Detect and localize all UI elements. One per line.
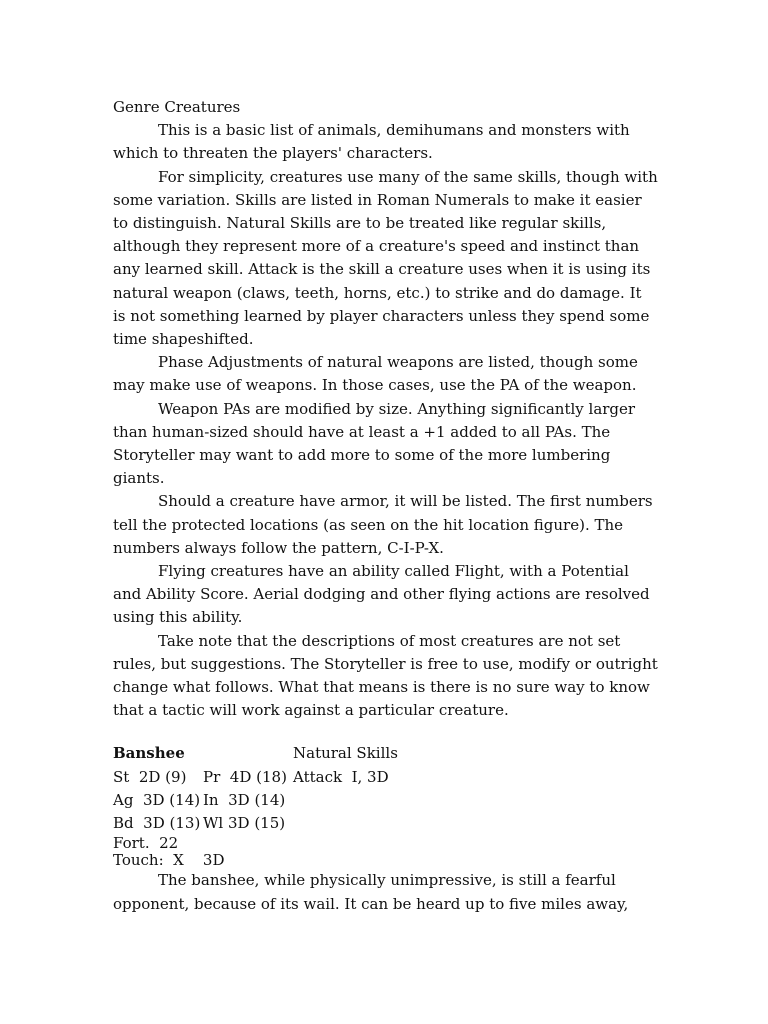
stat-cell: Wl 3D (15) [203, 814, 286, 833]
touch-line: Touch: X 3D [113, 851, 225, 870]
stat-cell: In 3D (14) [203, 790, 286, 809]
stat-cell [293, 812, 493, 835]
paragraph-storyteller-note: Take note that the descriptions of most creatures are not set rules, but suggestions. The Storyteller is free to use, modify or outright change what follows. What that means is there is no sure way to know that a tactic will work against a particular creature. [113, 631, 658, 720]
stat-cell: Attack I, 3D [293, 767, 389, 786]
stat-cell [293, 789, 493, 812]
stat-cell: Pr 4D (18) [203, 767, 287, 786]
paragraph-weapon-pas: Weapon PAs are modified by size. Anything significantly larger than human-sized should have at least a +1 added to all PAs. The Storyteller may want to add more to some of the more lumbering giants. [113, 399, 636, 488]
document-page [113, 96, 658, 916]
creature-name: Banshee [113, 744, 185, 763]
paragraph-skills: For simplicity, creatures use many of the same skills, though with some variation. Skills are listed in Roman Numerals to make it easier to distinguish. Natural Skills are to be treated like regular skills, although they represent more of a creature's speed and instinct than any learned skill. Attack is the skill a creature uses when it is using its natural weapon (claws, teeth, horns, etc.) to strike and do damage. It is not something learned by player characters unless they spend some time shapeshifted. [113, 167, 658, 349]
natural-skills-header: Natural Skills [293, 744, 398, 763]
section-spacer [113, 722, 658, 742]
fortitude-line: Fort. 22 [113, 834, 179, 853]
paragraph-flight: Flying creatures have an ability called Flight, with a Potential and Ability Score. Aerial dodging and other flying actions are resolved using this ability. [113, 562, 650, 627]
stat-blank [203, 742, 293, 765]
creature-description: The banshee, while physically unimpressive, is still a fearful opponent, because of its wail. It can be heard up to five miles away, [113, 871, 629, 913]
document-title: Genre Creatures [113, 98, 241, 116]
stat-cell: St 2D (9) [113, 767, 187, 786]
creature-stat-block [113, 742, 658, 835]
stat-cell: Ag 3D (14) [113, 790, 201, 809]
paragraph-phase-adjustments: Phase Adjustments of natural weapons are listed, though some may make use of weapons. In those cases, use the PA of the weapon. [113, 353, 638, 395]
paragraph-intro: This is a basic list of animals, demihumans and monsters with which to threaten the players' characters. [113, 121, 630, 163]
paragraph-armor: Should a creature have armor, it will be listed. The first numbers tell the protected locations (as seen on the hit location figure). The numbers always follow the pattern, C-I-P-X. [113, 492, 653, 557]
stat-cell: Bd 3D (13) [113, 814, 201, 833]
